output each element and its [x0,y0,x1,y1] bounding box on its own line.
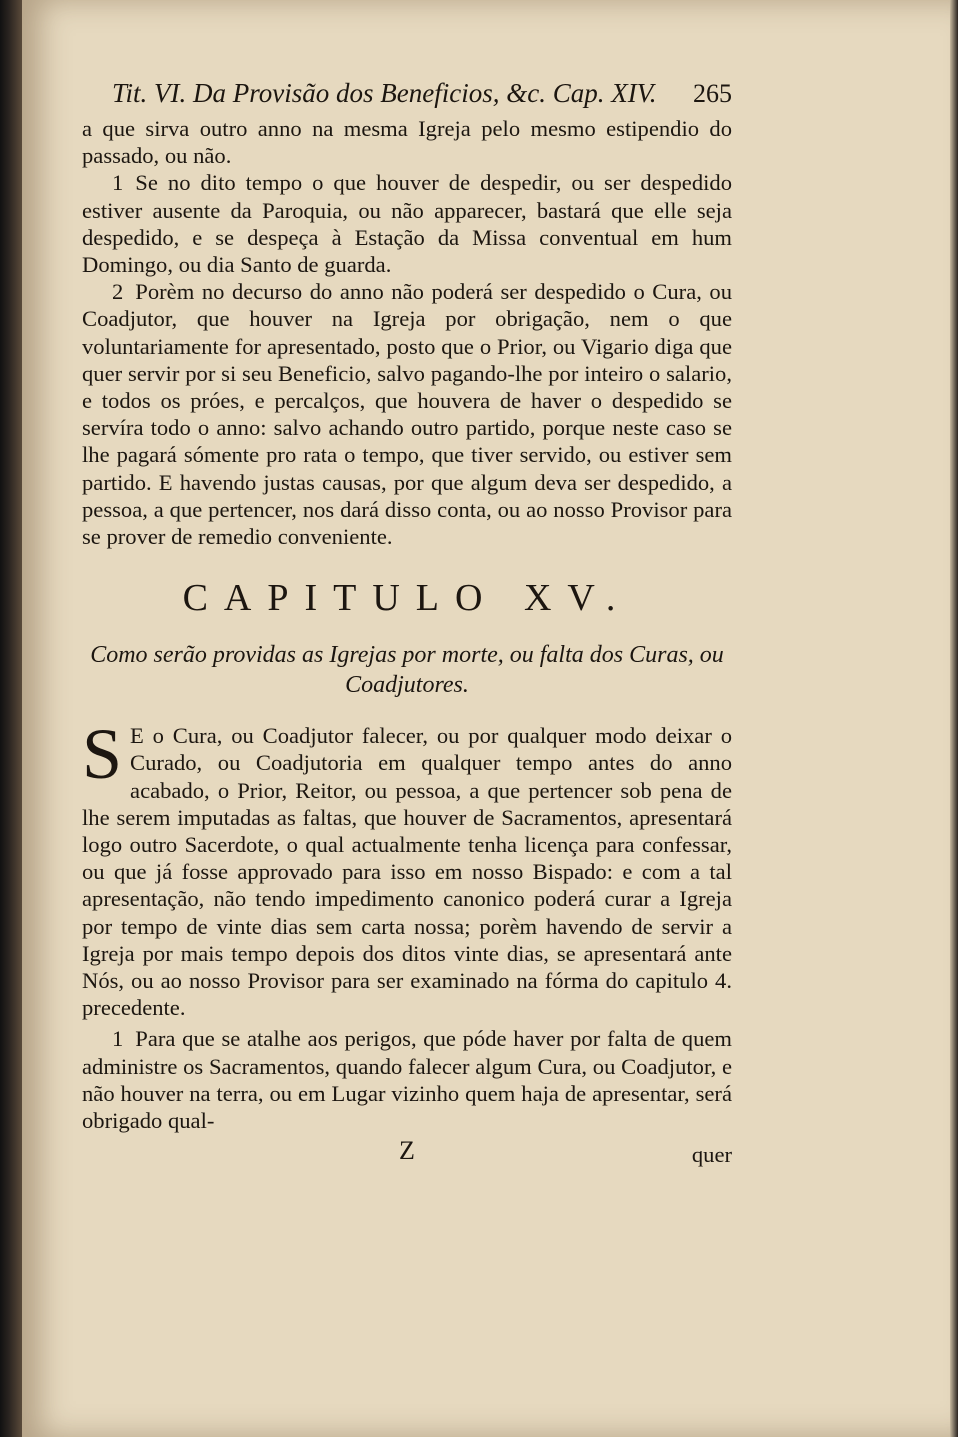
paragraph-2 [82,278,732,550]
drop-cap: S [82,714,123,795]
chapter-subtitle: Como serão providas as Igrejas por morte, ou falta dos Curas, ou Coadjutores. [90,642,724,699]
page-edge [950,0,958,1437]
paragraph-1 [82,169,732,278]
page-text-block [82,78,732,1168]
first-paragraph [82,714,732,1021]
chapter-body [82,714,732,1134]
page-footer [82,1136,732,1168]
book-gutter [0,0,22,1437]
paragraph-number: 1 [112,1026,124,1052]
page-number: 265 [693,79,732,108]
second-paragraph [82,1025,732,1134]
paragraph-text: Se no dito tempo o que houver de despedir, ou ser despedido estiver ausente da Paroquia, ou não apparecer, bastará que elle seja despedido, e se despeça à Estação da Missa conventual em hum Domingo, ou dia Santo de guarda. [82,170,732,278]
paragraph-continuation [82,115,732,169]
paragraph-text: Para que se atalhe aos perigos, que póde haver por falta de quem administre os Sacramentos, quando falecer algum Cura, ou Coadjutor, e não houver na terra, ou em Lugar vizinho quem haja de apresentar, será obrigado qual- [82,1026,732,1134]
paragraph-number: 1 [112,170,124,196]
running-head [82,78,732,109]
running-head-title: Tit. VI. Da Provisão dos Beneficios, &c. Cap. XIV. [112,78,657,108]
catchword: quer [691,1142,732,1168]
paragraph-text: a que sirva outro anno na mesma Igreja pelo mesmo estipendio do passado, ou não. [82,116,732,169]
paragraph-text: E o Cura, ou Coadjutor falecer, ou por qualquer modo deixar o Curado, ou Coadjutoria em qualquer tempo antes do anno acabado, o Prior, Reitor, ou pessoa, a que pertencer sob pena de lhe serem imputadas as faltas, que houver de Sacramentos, apresentará logo outro Sacerdote, o qual actualmente tenha licença para confessar, ou que já fosse approvado para isso em nosso Bispado: e com a tal apresentação, não tendo impedimento canonico poderá curar a Igreja por tempo de vinte dias sem carta nossa; porèm havendo de servir a Igreja por mais tempo depois dos ditos vinte dias, se apresentará ante Nós, ou ao nosso Provisor para ser examinado na fórma do capitulo 4. precedente. [82,723,732,1021]
signature-mark: Z [399,1136,415,1166]
paragraph-number: 2 [112,279,124,305]
chapter-heading: CAPITULO XV. [182,577,632,620]
paragraph-text: Porèm no decurso do anno não poderá ser despedido o Cura, ou Coadjutor, que houver na Igreja por obrigação, nem o que voluntariamente for apresentado, posto que o Prior, ou Vigario diga que quer servir por si seu Beneficio, salvo pagando-lhe por inteiro o salario, e todos os próes, e percalços, que houvera de haver o despedido se servíra todo o anno: salvo achando outro partido, porque neste caso se lhe pagará sómente pro rata o tempo, que tiver servido, ou estiver sem partido. E havendo justas causas, por que algum deva ser despedido, a pessoa, a que pertencer, nos dará disso conta, ou ao nosso Provisor para se prover de remedio conveniente. [82,279,732,550]
